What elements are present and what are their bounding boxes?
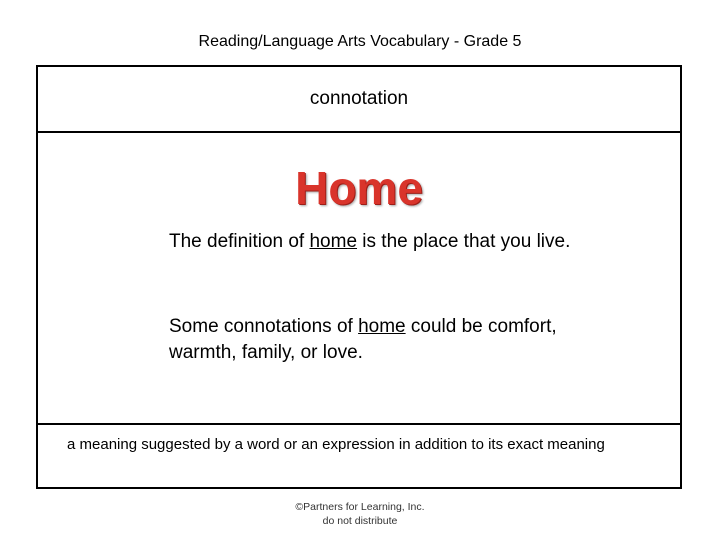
- vocabulary-term: connotation: [309, 88, 409, 109]
- para2-before: Some connotations of: [169, 316, 359, 337]
- term-box: [38, 67, 680, 133]
- para1-before: The definition of: [169, 231, 310, 252]
- copyright-line: ©Partners for Learning, Inc.: [295, 501, 425, 513]
- para1-after: is the place that you live.: [357, 231, 571, 252]
- distribution-notice: do not distribute: [322, 515, 398, 527]
- copyright-footer: [0, 500, 720, 528]
- page-header-title: Reading/Language Arts Vocabulary - Grade 5: [198, 33, 522, 50]
- definition-sentence: [169, 229, 589, 255]
- para2-underlined-word: home: [358, 316, 406, 337]
- para1-underlined-word: home: [309, 231, 358, 252]
- example-box: [38, 133, 680, 425]
- connotation-sentence: [169, 314, 589, 366]
- example-word: Home: [295, 162, 423, 214]
- term-definition: a meaning suggested by a word or an expression in addition to its exact meaning: [67, 436, 605, 453]
- definition-box: [38, 425, 680, 487]
- para2-after: could be comfort, warmth, family, or love.: [169, 316, 557, 363]
- vocabulary-card: [36, 65, 682, 489]
